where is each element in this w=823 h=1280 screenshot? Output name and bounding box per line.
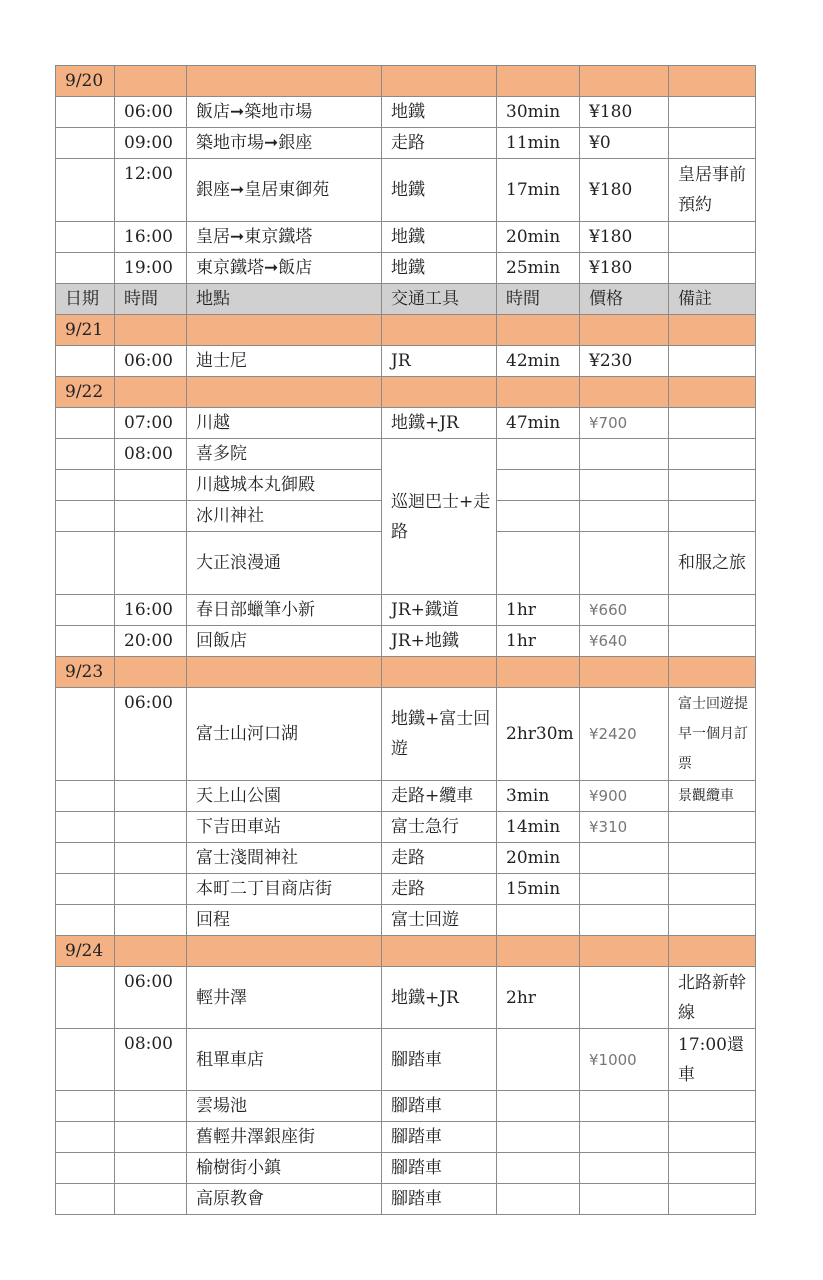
place-cell: 下吉田車站 [187,812,382,843]
duration-cell [497,1029,580,1091]
place-cell: 川越 [187,408,382,439]
price-cell [580,1091,669,1122]
table-row [56,128,756,159]
note-cell [669,1122,756,1153]
transport-cell: 富士急行 [382,812,497,843]
duration-cell [497,501,580,532]
table-row [56,843,756,874]
price-cell [580,470,669,501]
time-cell [115,1091,187,1122]
time-cell [115,874,187,905]
duration-cell: 14min [497,812,580,843]
table-row [56,595,756,626]
duration-cell: 47min [497,408,580,439]
table-row [56,253,756,284]
day-row [56,66,756,97]
price-cell: ¥700 [580,408,669,439]
note-cell [669,1153,756,1184]
note-cell [669,253,756,284]
time-cell [115,843,187,874]
transport-cell: 地鐵 [382,253,497,284]
time-cell: 08:00 [115,439,187,470]
place-cell: 高原教會 [187,1184,382,1215]
transport-cell: 地鐵 [382,222,497,253]
table-row [56,1029,756,1091]
price-cell: ¥180 [580,222,669,253]
note-cell [669,97,756,128]
place-cell: 川越城本丸御殿 [187,470,382,501]
duration-cell [497,1184,580,1215]
day-row [56,315,756,346]
place-cell: 東京鐵塔➞飯店 [187,253,382,284]
place-cell: 飯店➞築地市場 [187,97,382,128]
place-cell: 富士淺間神社 [187,843,382,874]
place-cell: 築地市場➞銀座 [187,128,382,159]
time-cell: 06:00 [115,346,187,377]
note-cell: 富士回遊提早一個月訂票 [669,688,756,781]
transport-cell: 地鐵 [382,159,497,222]
note-cell [669,812,756,843]
note-cell: 17:00還車 [669,1029,756,1091]
price-cell [580,1122,669,1153]
place-cell: 租單車店 [187,1029,382,1091]
time-cell [115,812,187,843]
place-cell: 喜多院 [187,439,382,470]
transport-cell: 富士回遊 [382,905,497,936]
note-cell: 和服之旅 [669,532,756,595]
duration-cell: 42min [497,346,580,377]
price-cell: ¥900 [580,781,669,812]
price-cell: ¥2420 [580,688,669,781]
note-cell [669,439,756,470]
table-row [56,439,756,470]
price-cell [580,1184,669,1215]
note-cell [669,626,756,657]
price-cell [580,905,669,936]
transport-cell: 走路 [382,843,497,874]
place-cell: 舊輕井澤銀座街 [187,1122,382,1153]
transport-cell: 地鐵+JR [382,408,497,439]
price-cell: ¥640 [580,626,669,657]
price-cell: ¥180 [580,159,669,222]
transport-cell: JR [382,346,497,377]
time-cell: 06:00 [115,688,187,781]
price-cell [580,843,669,874]
table-row [56,159,756,222]
table-row [56,812,756,843]
transport-cell: 巡迴巴士+走路 [382,439,497,595]
time-cell: 19:00 [115,253,187,284]
place-cell: 迪士尼 [187,346,382,377]
price-cell: ¥180 [580,97,669,128]
time-cell [115,501,187,532]
duration-cell [497,532,580,595]
transport-cell: 腳踏車 [382,1122,497,1153]
table-row [56,1122,756,1153]
time-cell [115,470,187,501]
price-cell [580,1153,669,1184]
transport-cell: 腳踏車 [382,1184,497,1215]
time-cell: 08:00 [115,1029,187,1091]
place-cell: 春日部蠟筆小新 [187,595,382,626]
time-cell: 09:00 [115,128,187,159]
duration-cell: 20min [497,222,580,253]
table-row [56,1184,756,1215]
note-cell: 皇居事前預約 [669,159,756,222]
note-cell [669,1091,756,1122]
transport-cell: 地鐵 [382,97,497,128]
price-cell: ¥1000 [580,1029,669,1091]
note-cell [669,408,756,439]
place-cell: 回飯店 [187,626,382,657]
duration-cell: 2hr [497,967,580,1029]
transport-cell: JR+鐵道 [382,595,497,626]
duration-cell: 1hr [497,626,580,657]
time-cell: 06:00 [115,967,187,1029]
duration-cell: 2hr30m [497,688,580,781]
day-row [56,936,756,967]
itinerary-table [55,65,756,1215]
note-cell: 北路新幹線 [669,967,756,1029]
duration-cell [497,1153,580,1184]
note-cell [669,1184,756,1215]
price-cell: ¥310 [580,812,669,843]
day-row [56,657,756,688]
price-cell [580,501,669,532]
place-cell: 天上山公園 [187,781,382,812]
note-cell [669,501,756,532]
table-row [56,874,756,905]
table-row [56,967,756,1029]
time-cell: 12:00 [115,159,187,222]
time-cell [115,905,187,936]
duration-cell: 3min [497,781,580,812]
duration-cell: 17min [497,159,580,222]
note-cell [669,346,756,377]
day-date: 9/21 [56,315,115,346]
place-cell: 皇居➞東京鐵塔 [187,222,382,253]
transport-cell: 腳踏車 [382,1091,497,1122]
place-cell: 銀座➞皇居東御苑 [187,159,382,222]
price-cell [580,532,669,595]
price-cell: ¥660 [580,595,669,626]
header-note: 備註 [669,284,756,315]
time-cell: 16:00 [115,222,187,253]
header-date: 日期 [56,284,115,315]
header-transport: 交通工具 [382,284,497,315]
transport-cell: 地鐵+JR [382,967,497,1029]
place-cell: 雲場池 [187,1091,382,1122]
time-cell [115,781,187,812]
duration-cell: 11min [497,128,580,159]
note-cell [669,128,756,159]
time-cell [115,532,187,595]
duration-cell: 20min [497,843,580,874]
table-row [56,688,756,781]
note-cell [669,905,756,936]
time-cell: 16:00 [115,595,187,626]
header-duration: 時間 [497,284,580,315]
price-cell: ¥230 [580,346,669,377]
transport-cell: JR+地鐵 [382,626,497,657]
day-date: 9/23 [56,657,115,688]
header-time: 時間 [115,284,187,315]
duration-cell [497,470,580,501]
table-row [56,222,756,253]
duration-cell [497,439,580,470]
day-date: 9/22 [56,377,115,408]
price-cell: ¥180 [580,253,669,284]
place-cell: 回程 [187,905,382,936]
time-cell: 07:00 [115,408,187,439]
day-date: 9/20 [56,66,115,97]
table-row [56,1153,756,1184]
time-cell: 06:00 [115,97,187,128]
duration-cell [497,1091,580,1122]
time-cell [115,1184,187,1215]
place-cell: 富士山河口湖 [187,688,382,781]
note-cell: 景觀纜車 [669,781,756,812]
transport-cell: 走路+纜車 [382,781,497,812]
column-header-row [56,284,756,315]
duration-cell: 25min [497,253,580,284]
note-cell [669,595,756,626]
transport-cell: 腳踏車 [382,1153,497,1184]
table-row [56,97,756,128]
price-cell [580,874,669,905]
table-row [56,781,756,812]
duration-cell [497,1122,580,1153]
header-place: 地點 [187,284,382,315]
transport-cell: 走路 [382,128,497,159]
time-cell: 20:00 [115,626,187,657]
table-row [56,346,756,377]
day-date: 9/24 [56,936,115,967]
price-cell: ¥0 [580,128,669,159]
table-row [56,408,756,439]
note-cell [669,843,756,874]
time-cell [115,1122,187,1153]
duration-cell: 15min [497,874,580,905]
place-cell: 冰川神社 [187,501,382,532]
note-cell [669,222,756,253]
place-cell: 本町二丁目商店街 [187,874,382,905]
day-row [56,377,756,408]
note-cell [669,470,756,501]
duration-cell [497,905,580,936]
header-price: 價格 [580,284,669,315]
transport-cell: 腳踏車 [382,1029,497,1091]
duration-cell: 30min [497,97,580,128]
table-row [56,626,756,657]
place-cell: 榆樹街小鎮 [187,1153,382,1184]
table-row [56,1091,756,1122]
price-cell [580,439,669,470]
note-cell [669,874,756,905]
transport-cell: 地鐵+富士回遊 [382,688,497,781]
duration-cell: 1hr [497,595,580,626]
transport-cell: 走路 [382,874,497,905]
time-cell [115,1153,187,1184]
price-cell [580,967,669,1029]
place-cell: 大正浪漫通 [187,532,382,595]
table-row [56,905,756,936]
place-cell: 輕井澤 [187,967,382,1029]
